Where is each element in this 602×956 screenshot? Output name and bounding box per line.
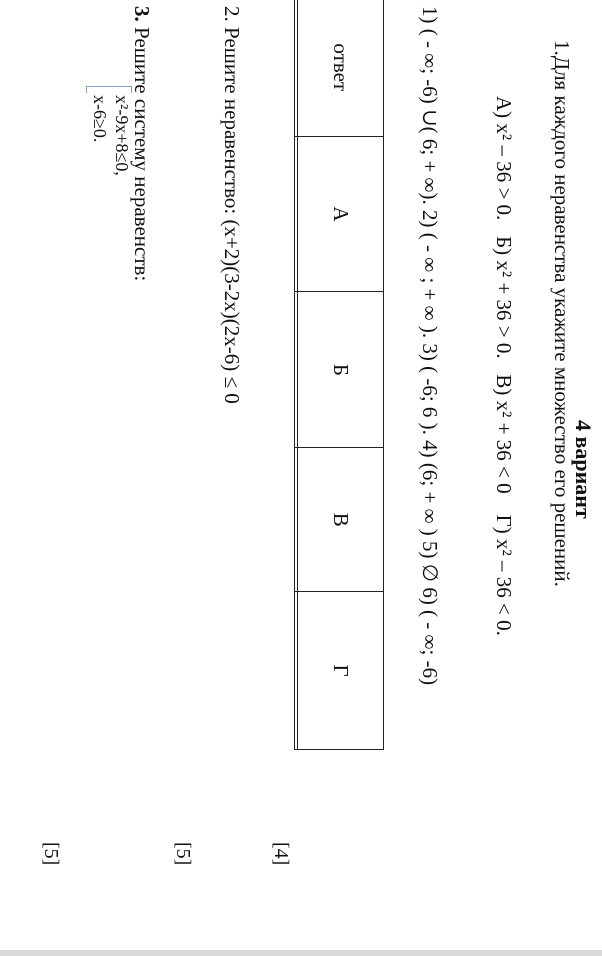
inequality-a-label: А): [492, 96, 516, 119]
task1-inequalities: [491, 96, 516, 636]
answer-table: [294, 0, 384, 750]
answer-cell-a[interactable]: [295, 136, 298, 292]
inequality-v-label: В): [492, 374, 516, 396]
inequality-g-label: Г): [492, 514, 516, 534]
answer-column-b: Б: [298, 292, 384, 448]
task1-points: [4]: [270, 842, 292, 866]
task1-statement: 1.Для каждого неравенства укажите множество его решений.: [550, 40, 574, 587]
page-title: 4 вариант: [571, 420, 596, 519]
system-brace: [86, 86, 132, 93]
answer-column-v: В: [298, 448, 384, 592]
system-line-2: x-6≥0.: [90, 95, 110, 143]
answer-column-g: Г: [298, 592, 384, 750]
inequality-v-expr: x² + 36 < 0: [492, 400, 516, 494]
answer-cell-g[interactable]: [295, 592, 298, 750]
inequality-b-expr: x² + 36 > 0.: [492, 260, 516, 359]
answer-table-label: ответ: [298, 0, 384, 136]
task2-statement: 2. Решите неравенство: (x+2)(3-2x)(2x-6) ≤ 0: [220, 6, 244, 404]
answer-column-a: А: [298, 136, 384, 292]
page-bottom-edge: [0, 950, 602, 956]
system-line-1: x²-9x+8≤0,: [112, 95, 132, 176]
task2-points: [5]: [172, 842, 194, 866]
task3-points: [5]: [40, 842, 62, 866]
task1-answer-options: 1) ( - ∞; -6) ∪( 6; + ∞). 2) ( - ∞ ; + ∞ ). 3) ( -6; 6 ). 4) (6; + ∞ ) 5) ∅ 6) ( - ∞; -6): [418, 6, 442, 686]
inequality-a-expr: x² – 36 > 0.: [492, 123, 516, 221]
inequality-g-expr: x² – 36 < 0.: [492, 538, 516, 636]
task3-statement: [129, 6, 154, 281]
answer-cell-b[interactable]: [295, 292, 298, 448]
answer-cell-v[interactable]: [295, 448, 298, 592]
answer-table-input-row[interactable]: [295, 0, 298, 750]
task3-text: Решите систему неравенств:: [130, 21, 154, 282]
task3-number: 3.: [130, 6, 154, 22]
inequality-b-label: Б): [492, 236, 516, 256]
answer-cell-empty: [295, 0, 298, 136]
answer-table-header-row: [298, 0, 384, 750]
